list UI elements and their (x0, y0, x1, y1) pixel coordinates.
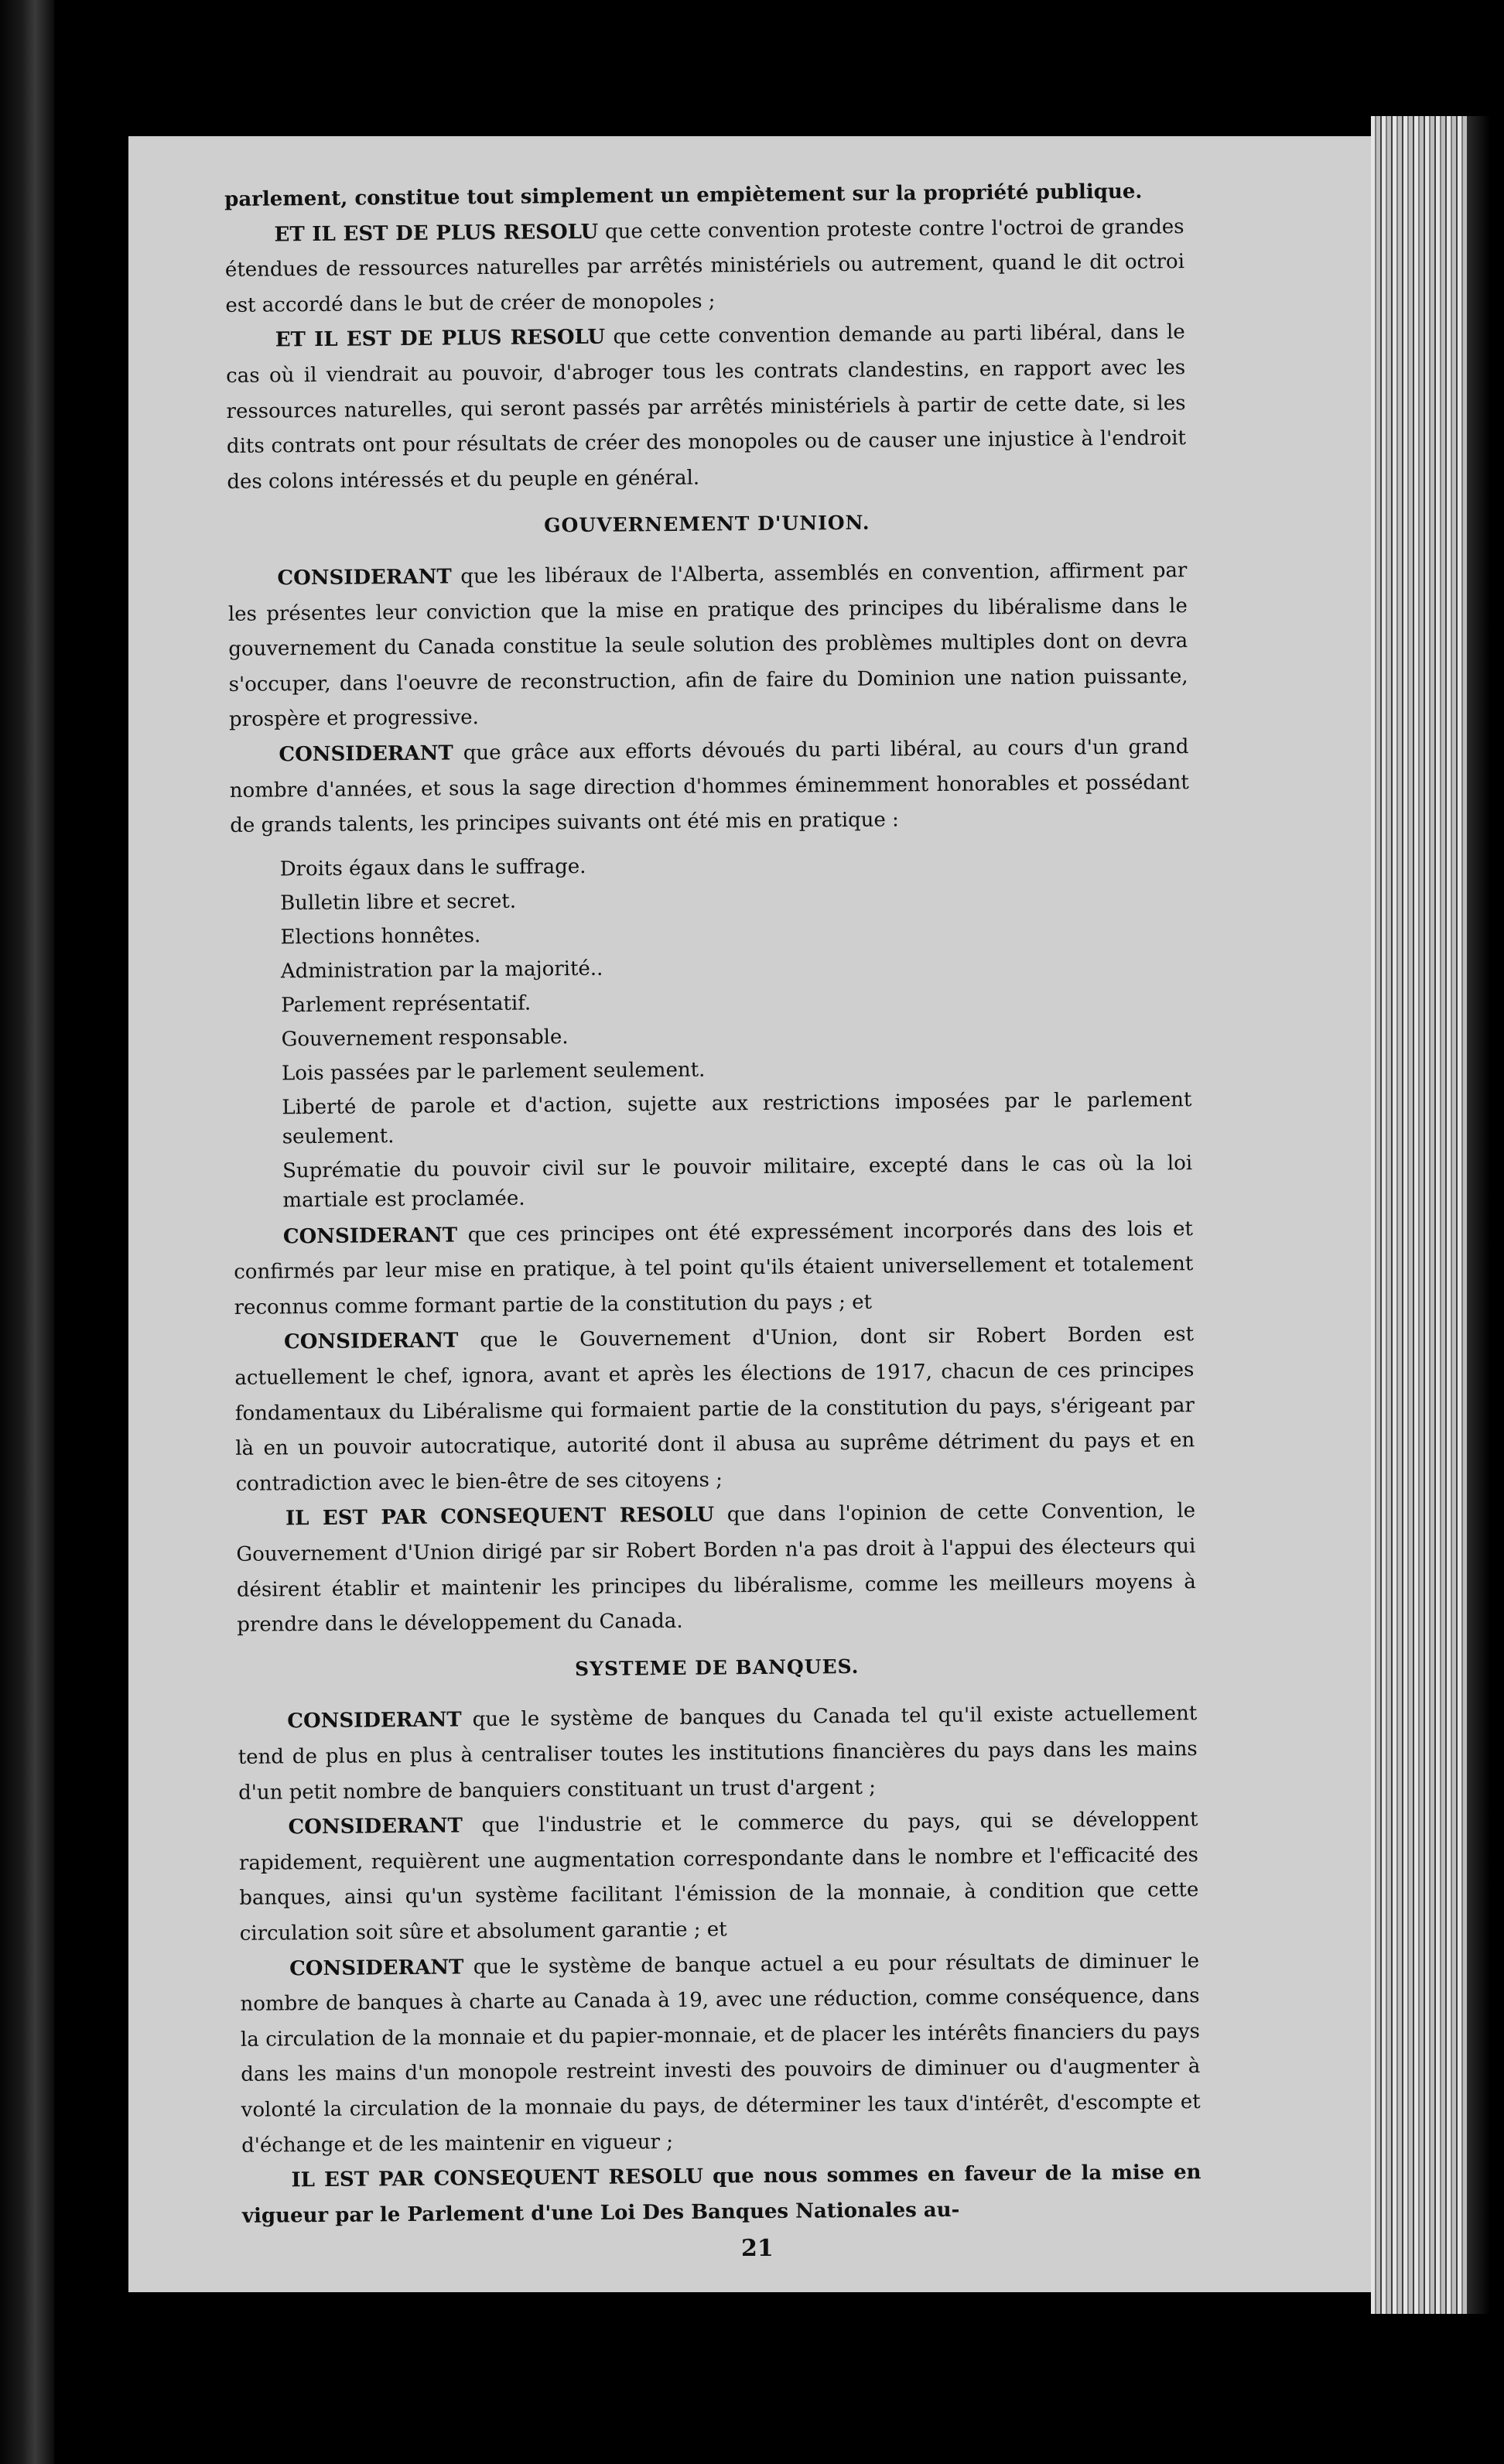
book-page-edges (1371, 116, 1467, 2314)
resolution-paragraph: IL EST PAR CONSEQUENT RESOLU que dans l'opinion de cette Convention, le Gouvernement d'Union dirigé par sir Robert Borden n'a pas droit à l'appui des électeurs qui désirent établir et maintenir les principes du libéralisme, comme les meilleurs moyens à prendre dans le développement du Canada. (236, 1499, 1196, 1638)
considerant-paragraph: CONSIDERANT que le Gouvernement d'Union, dont sir Robert Borden est actuellement le chef, ignora, avant et après les élections de 1917, chacun de ces principes fondamentaux du Libéralisme qui formaient partie de la constitution du pays, s'érigeant par là en un pouvoir autocratique, autorité dont il abusa au suprême détriment du pays et en contradiction avec le bien-être de ses citoyens ; (234, 1323, 1195, 1496)
resolution-paragraph: IL EST PAR CONSEQUENT RESOLU que nous sommes en faveur de la mise en vigueur par le Parlement d'une Loi Des Banques Nationales au- (241, 2161, 1201, 2228)
considerant-paragraph: CONSIDERANT que l'industrie et le commerce du pays, qui se développent rapidement, requièrent une augmentation correspondante dans le nombre et l'efficacité des banques, ainsi qu'un système facilitant l'émission de la monnaie, à condition que cette circulation soit sûre et absolument garantie ; et (238, 1808, 1199, 1946)
document-body (224, 174, 1201, 2234)
page-number: 21 (741, 2235, 774, 2262)
section-heading-gouvernement-union: GOUVERNEMENT D'UNION. (544, 512, 870, 537)
principle-item: Liberté de parole et d'action, sujette aux restrictions imposées par le parlement seulement. (282, 1087, 1192, 1149)
principles-list (231, 847, 1193, 1216)
principle-item: Bulletin libre et secret. (279, 889, 517, 915)
principle-item: Suprématie du pouvoir civil sur le pouvoir militaire, excepté dans le cas où la loi martiale est proclamée. (282, 1151, 1193, 1213)
principle-item: Lois passées par le parlement seulement. (281, 1058, 706, 1086)
opening-paragraph: parlement, constitue tout simplement un empiètement sur la propriété publique. (224, 180, 1143, 211)
principle-item: Administration par la majorité.. (280, 957, 603, 984)
principle-item: Parlement représentatif. (281, 991, 532, 1018)
scan-left-border (0, 0, 54, 2464)
considerant-paragraph: CONSIDERANT que le système de banque actuel a eu pour résultats de diminuer le nombre de banques à charte au Canada à 19, avec une réduction, comme conséquence, dans la circulation de la monnaie et du papier-monnaie, et de placer les intérêts financiers du pays dans les mains d'un monopole restreint investi des pouvoirs de diminuer ou d'augmenter à volonté la circulation de la monnaie du pays, de déterminer les taux d'intérêt, d'escompte et d'échange et de les maintenir en vigueur ; (240, 1949, 1201, 2158)
considerant-paragraph: CONSIDERANT que les libéraux de l'Alberta, assemblés en convention, affirment par les présentes leur conviction que la mise en pratique des principes du libéralisme dans le gouvernement du Canada constitue la seule solution des problèmes multiples dont on devra s'occuper, dans l'oeuvre de reconstruction, afin de faire du Dominion une nation puissante, prospère et progressive. (227, 559, 1188, 732)
considerant-paragraph: CONSIDERANT que grâce aux efforts dévoués du parti libéral, au cours d'un grand nombre d'années, et sous la sage direction d'hommes éminemment honorables et possédant de grands talents, les principes suivants ont été mis en pratique : (229, 735, 1189, 838)
resolution-paragraph: ET IL EST DE PLUS RESOLU que cette convention proteste contre l'octroi de grandes étendues de ressources naturelles par arrêtés ministériels ou autrement, quand le dit octroi est accordé dans le but de créer de monopoles ; (224, 214, 1185, 317)
considerant-paragraph: CONSIDERANT que ces principes ont été expressément incorporés dans des lois et confirmés par leur mise en pratique, à tel point qu'ils étaient universellement et totalement reconnus comme formant partie de la constitution du pays ; et (234, 1217, 1194, 1319)
considerant-paragraph: CONSIDERANT que le système de banques du Canada tel qu'il existe actuellement tend de plus en plus à centraliser toutes les institutions financières du pays dans les mains d'un petit nombre de banquiers constituant un trust d'argent ; (238, 1702, 1198, 1805)
principle-item: Droits égaux dans le suffrage. (279, 854, 586, 881)
section-heading-systeme-banques: SYSTEME DE BANQUES. (574, 1655, 860, 1680)
principle-item: Elections honnêtes. (280, 923, 481, 950)
scan-right-border (1467, 116, 1490, 2314)
resolution-paragraph: ET IL EST DE PLUS RESOLU que cette convention demande au parti libéral, dans le cas où il viendrait au pouvoir, d'abroger tous les contrats clandestins, en rapport avec les ressources naturelles, qui seront passés par arrêtés ministériels à partir de cette date, si les dits contrats ont pour résultats de créer des monopoles ou de causer une injustice à l'endroit des colons intéressés et du peuple en général. (226, 320, 1187, 494)
principle-item: Gouvernement responsable. (281, 1025, 569, 1052)
